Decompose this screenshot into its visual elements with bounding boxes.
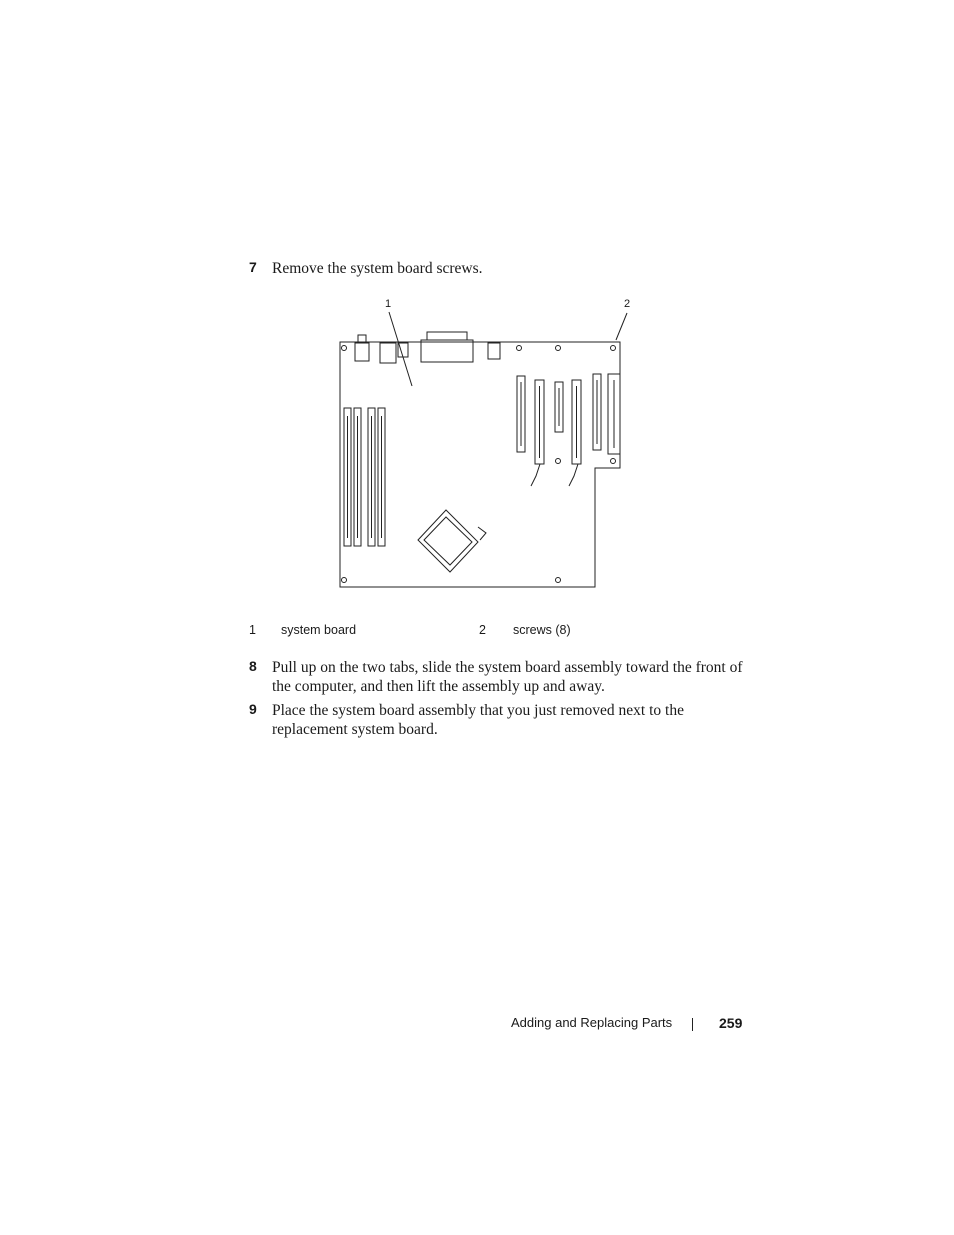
page-number: 259 bbox=[719, 1015, 743, 1031]
parallel-port bbox=[421, 340, 473, 362]
io-connector bbox=[488, 343, 500, 359]
step-number: 8 bbox=[249, 658, 257, 674]
callout-2-leader bbox=[616, 313, 627, 340]
screw-icon bbox=[611, 346, 616, 351]
screw-icon bbox=[517, 346, 522, 351]
legend-number: 1 bbox=[249, 623, 256, 637]
step-text: Pull up on the two tabs, slide the system board assembly toward the front of the computer, and then lift the assembly up and away. bbox=[272, 659, 743, 695]
legend-label: system board bbox=[281, 623, 357, 637]
system-board-illustration bbox=[330, 310, 630, 595]
step-number: 9 bbox=[249, 701, 257, 717]
io-connector bbox=[355, 343, 369, 361]
step-9 bbox=[249, 701, 749, 739]
step-number: 7 bbox=[249, 259, 257, 275]
screw-icon bbox=[556, 346, 561, 351]
callout-2-label: 2 bbox=[624, 298, 631, 310]
callout-1-leader bbox=[389, 312, 412, 386]
screw-icon bbox=[342, 578, 347, 583]
step-text: Remove the system board screws. bbox=[272, 260, 483, 277]
screw-icon bbox=[611, 459, 616, 464]
callout-1-label: 1 bbox=[385, 298, 392, 310]
footer-section-title: Adding and Replacing Parts bbox=[511, 1015, 673, 1030]
step-7 bbox=[249, 259, 749, 278]
slot-tab bbox=[569, 464, 578, 486]
screw-icon bbox=[556, 459, 561, 464]
legend-label: screws (8) bbox=[513, 623, 571, 637]
footer-divider bbox=[692, 1018, 693, 1031]
slot-tab bbox=[531, 464, 540, 486]
step-text: Place the system board assembly that you just removed next to the replacement system board. bbox=[272, 702, 684, 738]
parallel-port-housing bbox=[427, 332, 467, 340]
screw-icon bbox=[556, 578, 561, 583]
io-connector bbox=[380, 343, 396, 363]
legend-number: 2 bbox=[479, 623, 486, 637]
step-8 bbox=[249, 658, 749, 696]
screw-icon bbox=[342, 346, 347, 351]
